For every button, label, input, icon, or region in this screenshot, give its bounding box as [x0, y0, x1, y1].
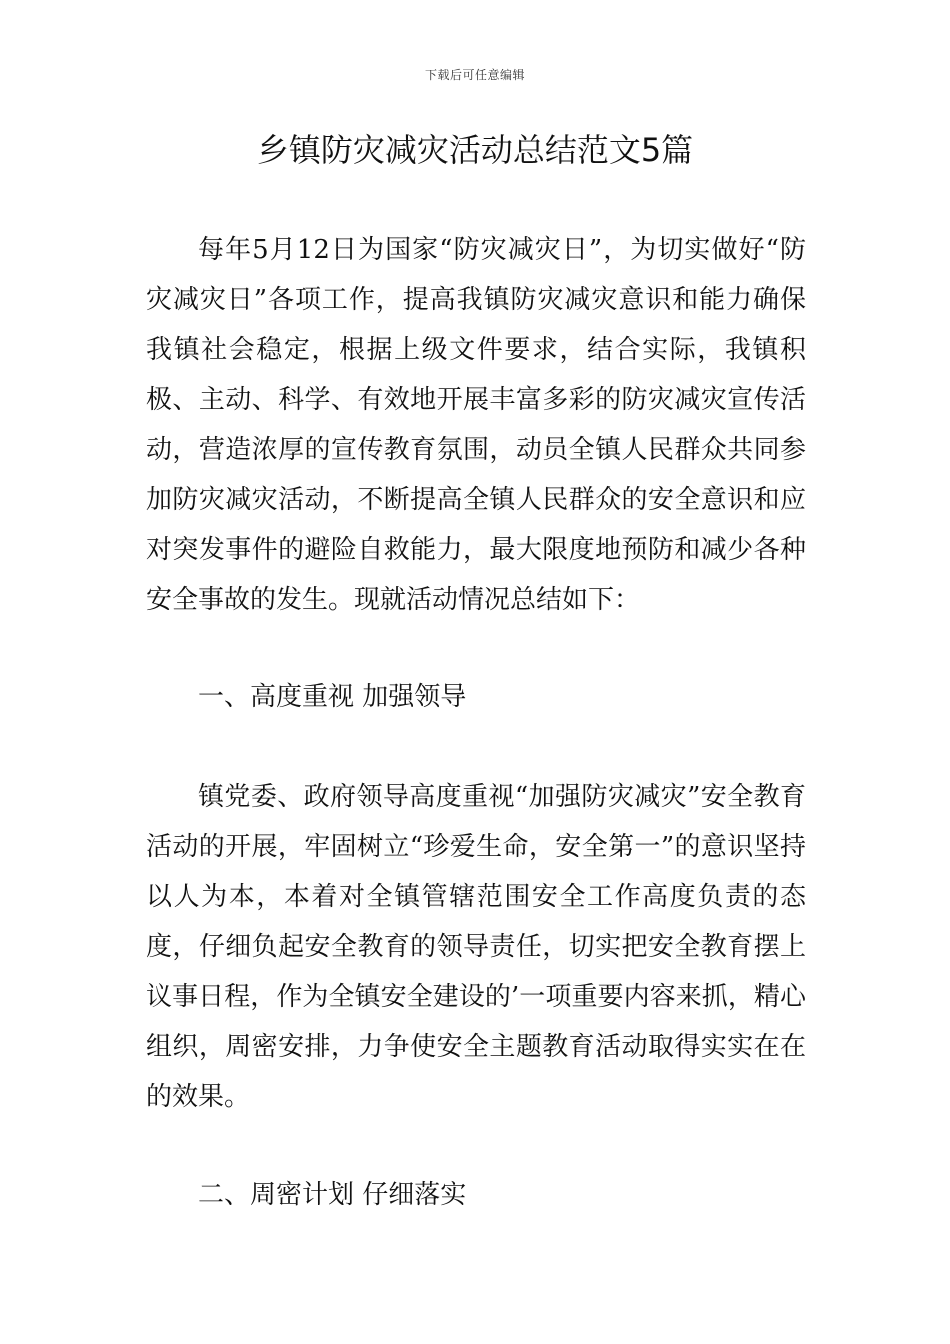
document-title: 乡镇防灾减灾活动总结范文5篇 — [256, 131, 694, 169]
section-heading-2: 二、周密计划 仔细落实 — [198, 1180, 467, 1210]
section-heading-1: 一、高度重视 加强领导 — [198, 682, 467, 712]
intro-paragraph: 每年5月12日为国家“防灾减灾日”，为切实做好“防灾减灾日”各项工作，提高我镇防灾减灾意识和能力确保我镇社会稳定，根据上级文件要求，结合实际，我镇积极、主动、科学、有效地开展丰富多彩的防灾减灾宣传活动，营造浓厚的宣传教育氛围，动员全镇人民群众共同参加防灾减灾活动，不断提高全镇人民群众的安全意识和应对突发事件的避险自救能力，最大限度地预防和减少各种安全事故的发生。现就活动情况总结如下： — [146, 235, 806, 615]
section1-paragraph: 镇党委、政府领导高度重视“加强防灾减灾”安全教育活动的开展，牢固树立“珍爱生命，安全第一”的意识坚持以人为本，本着对全镇管辖范围安全工作高度负责的态度，仔细负起安全教育的领导责任，切实把安全教育摆上议事日程，作为全镇安全建设的’一项重要内容来抓，精心组织，周密安排，力争使安全主题教育活动取得实实在在的效果。 — [146, 782, 806, 1112]
header-note: 下载后可任意编辑 — [424, 68, 525, 82]
